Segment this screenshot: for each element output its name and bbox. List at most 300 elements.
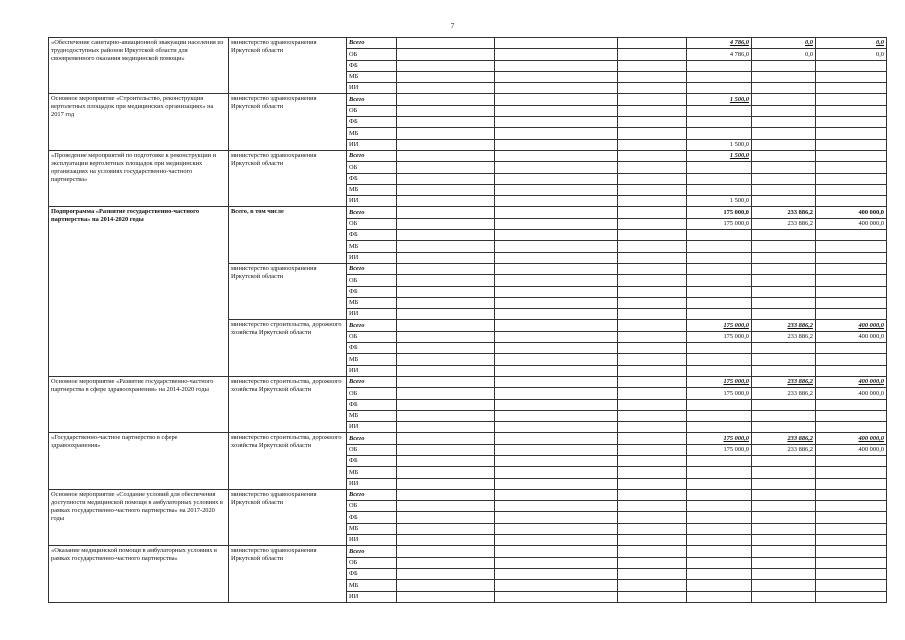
value-cell bbox=[495, 184, 618, 195]
value-cell bbox=[495, 117, 618, 128]
value-cell bbox=[752, 478, 816, 489]
value-cell bbox=[687, 252, 752, 263]
value-cell bbox=[618, 557, 687, 568]
value-cell bbox=[495, 218, 618, 229]
value-cell: 233 886,2 bbox=[752, 320, 816, 331]
value-cell bbox=[752, 263, 816, 274]
value-cell bbox=[397, 128, 495, 139]
funding-source-cell: МБ bbox=[347, 467, 397, 478]
value-cell bbox=[752, 467, 816, 478]
value-cell bbox=[618, 139, 687, 150]
value-cell bbox=[618, 162, 687, 173]
value-cell bbox=[495, 94, 618, 105]
value-cell bbox=[752, 150, 816, 161]
value-cell bbox=[495, 263, 618, 274]
program-name-cell: «Оказание медицинской помощи в амбулаторных условиях в рамках государственно-частного партнерства» bbox=[49, 546, 229, 602]
value-cell: 175 000,0 bbox=[687, 376, 752, 387]
value-cell bbox=[495, 422, 618, 433]
value-cell bbox=[495, 354, 618, 365]
value-cell bbox=[687, 263, 752, 274]
value-cell bbox=[752, 489, 816, 500]
value-cell bbox=[687, 297, 752, 308]
program-name-cell: Основное мероприятие «Создание условий для обеспечения доступности медицинской помощи в амбулаторных условиях в рамках государственно-частного партнерства» на 2017-2020 годы bbox=[49, 489, 229, 545]
value-cell bbox=[397, 286, 495, 297]
value-cell bbox=[618, 38, 687, 49]
funding-source-cell: Всего bbox=[347, 38, 397, 49]
value-cell: 175 000,0 bbox=[687, 444, 752, 455]
funding-source-cell: ИИ bbox=[347, 478, 397, 489]
value-cell bbox=[495, 535, 618, 546]
value-cell bbox=[495, 455, 618, 466]
value-cell bbox=[816, 252, 887, 263]
value-cell bbox=[618, 331, 687, 342]
value-cell bbox=[687, 343, 752, 354]
funding-source-cell: ФБ bbox=[347, 230, 397, 241]
value-cell: 1 500,0 bbox=[687, 196, 752, 207]
value-cell bbox=[397, 320, 495, 331]
budget-table bbox=[48, 37, 887, 603]
funding-source-cell: МБ bbox=[347, 580, 397, 591]
value-cell bbox=[687, 455, 752, 466]
funding-source-cell: Всего bbox=[347, 207, 397, 218]
value-cell bbox=[752, 297, 816, 308]
value-cell bbox=[752, 105, 816, 116]
funding-source-cell: Всего bbox=[347, 150, 397, 161]
value-cell bbox=[495, 410, 618, 421]
value-cell bbox=[816, 455, 887, 466]
value-cell bbox=[687, 512, 752, 523]
value-cell bbox=[397, 455, 495, 466]
value-cell: 400 000,0 bbox=[816, 444, 887, 455]
table-row bbox=[49, 150, 887, 161]
value-cell bbox=[816, 150, 887, 161]
value-cell bbox=[816, 117, 887, 128]
value-cell bbox=[618, 580, 687, 591]
funding-source-cell: ИИ bbox=[347, 252, 397, 263]
funding-source-cell: Всего bbox=[347, 94, 397, 105]
value-cell bbox=[618, 83, 687, 94]
funding-source-cell: МБ bbox=[347, 523, 397, 534]
table-row bbox=[49, 489, 887, 500]
executor-cell: министерство строительства, дорожного хозяйства Иркутской области bbox=[229, 433, 347, 489]
program-name-cell: «Обеспечение санитарно-авиационной эвакуации населения из труднодоступных районов Иркутской области для своевременного оказания медицинской помощи» bbox=[49, 38, 229, 94]
value-cell bbox=[495, 196, 618, 207]
value-cell bbox=[687, 286, 752, 297]
value-cell bbox=[618, 117, 687, 128]
value-cell bbox=[397, 388, 495, 399]
value-cell bbox=[618, 60, 687, 71]
funding-source-cell: ОБ bbox=[347, 331, 397, 342]
value-cell bbox=[752, 184, 816, 195]
funding-source-cell: МБ bbox=[347, 71, 397, 82]
value-cell bbox=[397, 150, 495, 161]
value-cell bbox=[495, 557, 618, 568]
value-cell bbox=[816, 128, 887, 139]
value-cell bbox=[816, 365, 887, 376]
value-cell bbox=[752, 591, 816, 602]
value-cell bbox=[495, 71, 618, 82]
value-cell bbox=[495, 433, 618, 444]
value-cell: 233 886,2 bbox=[752, 331, 816, 342]
funding-source-cell: ФБ bbox=[347, 512, 397, 523]
funding-source-cell: ФБ bbox=[347, 117, 397, 128]
executor-cell: министерство здравоохранения Иркутской области bbox=[229, 489, 347, 545]
value-cell bbox=[687, 557, 752, 568]
value-cell bbox=[397, 162, 495, 173]
value-cell bbox=[816, 230, 887, 241]
value-cell bbox=[687, 71, 752, 82]
executor-cell: министерство строительства, дорожного хозяйства Иркутской области bbox=[229, 376, 347, 432]
value-cell bbox=[618, 71, 687, 82]
value-cell bbox=[816, 275, 887, 286]
value-cell bbox=[495, 365, 618, 376]
value-cell: 233 886,2 bbox=[752, 207, 816, 218]
value-cell bbox=[618, 49, 687, 60]
value-cell bbox=[495, 568, 618, 579]
value-cell bbox=[397, 331, 495, 342]
funding-source-cell: Всего bbox=[347, 433, 397, 444]
value-cell bbox=[397, 252, 495, 263]
program-name-cell: Подпрограмма «Развитие государственно-частного партнерства» на 2014-2020 годы bbox=[49, 207, 229, 376]
value-cell bbox=[687, 410, 752, 421]
value-cell bbox=[495, 444, 618, 455]
value-cell bbox=[495, 128, 618, 139]
value-cell bbox=[618, 376, 687, 387]
value-cell bbox=[495, 297, 618, 308]
value-cell: 0,0 bbox=[752, 49, 816, 60]
value-cell: 0,0 bbox=[752, 38, 816, 49]
value-cell bbox=[816, 568, 887, 579]
value-cell bbox=[816, 467, 887, 478]
value-cell bbox=[752, 139, 816, 150]
table-row bbox=[49, 376, 887, 387]
value-cell bbox=[495, 489, 618, 500]
value-cell bbox=[816, 399, 887, 410]
value-cell bbox=[618, 354, 687, 365]
value-cell bbox=[816, 501, 887, 512]
value-cell: 400 000,0 bbox=[816, 376, 887, 387]
value-cell bbox=[816, 410, 887, 421]
value-cell bbox=[618, 218, 687, 229]
value-cell: 175 000,0 bbox=[687, 433, 752, 444]
value-cell bbox=[687, 162, 752, 173]
value-cell bbox=[495, 343, 618, 354]
value-cell bbox=[752, 535, 816, 546]
value-cell bbox=[687, 568, 752, 579]
funding-source-cell: ФБ bbox=[347, 173, 397, 184]
value-cell bbox=[752, 60, 816, 71]
value-cell bbox=[618, 501, 687, 512]
value-cell bbox=[397, 410, 495, 421]
value-cell bbox=[752, 568, 816, 579]
value-cell bbox=[618, 286, 687, 297]
value-cell bbox=[752, 410, 816, 421]
value-cell bbox=[752, 512, 816, 523]
value-cell bbox=[495, 399, 618, 410]
value-cell bbox=[752, 162, 816, 173]
value-cell bbox=[618, 184, 687, 195]
value-cell bbox=[816, 60, 887, 71]
value-cell bbox=[618, 263, 687, 274]
table-row bbox=[49, 94, 887, 105]
value-cell bbox=[397, 568, 495, 579]
value-cell bbox=[687, 173, 752, 184]
value-cell bbox=[397, 512, 495, 523]
value-cell bbox=[397, 501, 495, 512]
value-cell bbox=[397, 196, 495, 207]
value-cell bbox=[397, 38, 495, 49]
value-cell bbox=[495, 467, 618, 478]
funding-source-cell: Всего bbox=[347, 263, 397, 274]
value-cell bbox=[495, 512, 618, 523]
value-cell bbox=[816, 94, 887, 105]
value-cell bbox=[618, 467, 687, 478]
value-cell bbox=[752, 399, 816, 410]
value-cell bbox=[495, 388, 618, 399]
value-cell bbox=[816, 286, 887, 297]
value-cell bbox=[618, 591, 687, 602]
value-cell bbox=[752, 241, 816, 252]
value-cell: 400 000,0 bbox=[816, 218, 887, 229]
page-number: 7 bbox=[450, 22, 455, 30]
value-cell bbox=[618, 230, 687, 241]
funding-source-cell: МБ bbox=[347, 184, 397, 195]
value-cell bbox=[816, 580, 887, 591]
value-cell bbox=[752, 580, 816, 591]
value-cell bbox=[816, 196, 887, 207]
value-cell: 1 500,0 bbox=[687, 150, 752, 161]
value-cell bbox=[816, 591, 887, 602]
value-cell bbox=[397, 523, 495, 534]
value-cell bbox=[495, 173, 618, 184]
value-cell bbox=[816, 297, 887, 308]
value-cell bbox=[495, 546, 618, 557]
value-cell bbox=[397, 580, 495, 591]
value-cell bbox=[397, 173, 495, 184]
value-cell bbox=[397, 591, 495, 602]
value-cell bbox=[618, 173, 687, 184]
value-cell bbox=[752, 196, 816, 207]
executor-cell: министерство строительства, дорожного хозяйства Иркутской области bbox=[229, 320, 347, 376]
value-cell bbox=[752, 365, 816, 376]
value-cell: 175 000,0 bbox=[687, 320, 752, 331]
value-cell bbox=[752, 455, 816, 466]
value-cell bbox=[618, 535, 687, 546]
funding-source-cell: Всего bbox=[347, 546, 397, 557]
value-cell bbox=[397, 546, 495, 557]
value-cell bbox=[397, 275, 495, 286]
value-cell bbox=[495, 207, 618, 218]
value-cell bbox=[816, 478, 887, 489]
value-cell: 233 886,2 bbox=[752, 218, 816, 229]
table-row bbox=[49, 38, 887, 49]
value-cell bbox=[752, 422, 816, 433]
executor-cell: министерство здравоохранения Иркутской области bbox=[229, 94, 347, 150]
funding-source-cell: ФБ bbox=[347, 343, 397, 354]
funding-source-cell: МБ bbox=[347, 410, 397, 421]
value-cell bbox=[397, 467, 495, 478]
funding-source-cell: МБ bbox=[347, 128, 397, 139]
funding-source-cell: ОБ bbox=[347, 388, 397, 399]
value-cell bbox=[397, 94, 495, 105]
executor-cell: министерство здравоохранения Иркутской области bbox=[229, 38, 347, 94]
value-cell bbox=[752, 117, 816, 128]
value-cell bbox=[752, 275, 816, 286]
value-cell bbox=[687, 523, 752, 534]
value-cell bbox=[816, 241, 887, 252]
value-cell bbox=[618, 433, 687, 444]
value-cell bbox=[618, 196, 687, 207]
table-row bbox=[49, 207, 887, 218]
value-cell: 400 000,0 bbox=[816, 320, 887, 331]
value-cell bbox=[397, 297, 495, 308]
value-cell bbox=[816, 263, 887, 274]
funding-source-cell: ИИ bbox=[347, 535, 397, 546]
value-cell bbox=[687, 83, 752, 94]
value-cell bbox=[397, 83, 495, 94]
value-cell bbox=[687, 275, 752, 286]
value-cell bbox=[618, 94, 687, 105]
executor-cell: министерство здравоохранения Иркутской области bbox=[229, 263, 347, 319]
value-cell bbox=[495, 376, 618, 387]
value-cell bbox=[495, 162, 618, 173]
program-name-cell: Основное мероприятие «Развитие государственно-частного партнерства в сфере здравоохранения» на 2014-2020 годы bbox=[49, 376, 229, 432]
table-body bbox=[49, 38, 887, 603]
value-cell bbox=[495, 286, 618, 297]
value-cell bbox=[397, 376, 495, 387]
value-cell bbox=[816, 71, 887, 82]
value-cell bbox=[752, 94, 816, 105]
value-cell bbox=[752, 83, 816, 94]
value-cell bbox=[618, 410, 687, 421]
funding-source-cell: ОБ bbox=[347, 557, 397, 568]
value-cell bbox=[687, 399, 752, 410]
table-row bbox=[49, 433, 887, 444]
executor-cell: Всего, в том числе bbox=[229, 207, 347, 263]
value-cell bbox=[816, 354, 887, 365]
value-cell bbox=[752, 354, 816, 365]
value-cell bbox=[618, 455, 687, 466]
value-cell bbox=[618, 241, 687, 252]
funding-source-cell: Всего bbox=[347, 489, 397, 500]
value-cell: 175 000,0 bbox=[687, 331, 752, 342]
executor-cell: министерство здравоохранения Иркутской области bbox=[229, 150, 347, 206]
value-cell bbox=[752, 128, 816, 139]
value-cell bbox=[816, 535, 887, 546]
value-cell bbox=[495, 230, 618, 241]
value-cell: 233 886,2 bbox=[752, 433, 816, 444]
value-cell bbox=[618, 128, 687, 139]
value-cell bbox=[752, 252, 816, 263]
funding-source-cell: ОБ bbox=[347, 275, 397, 286]
value-cell bbox=[816, 139, 887, 150]
funding-source-cell: ОБ bbox=[347, 218, 397, 229]
value-cell bbox=[687, 535, 752, 546]
funding-source-cell: ИИ bbox=[347, 139, 397, 150]
value-cell bbox=[752, 309, 816, 320]
value-cell bbox=[618, 309, 687, 320]
value-cell bbox=[816, 512, 887, 523]
value-cell bbox=[618, 489, 687, 500]
value-cell: 175 000,0 bbox=[687, 207, 752, 218]
value-cell bbox=[618, 512, 687, 523]
value-cell bbox=[495, 49, 618, 60]
funding-source-cell: ИИ bbox=[347, 83, 397, 94]
program-name-cell: Основное мероприятие «Строительство, реконструкция вертолетных площадок при медицинских организациях» на 2017 год bbox=[49, 94, 229, 150]
value-cell bbox=[495, 139, 618, 150]
funding-source-cell: ОБ bbox=[347, 49, 397, 60]
value-cell bbox=[752, 523, 816, 534]
value-cell bbox=[752, 501, 816, 512]
value-cell bbox=[618, 365, 687, 376]
value-cell bbox=[618, 320, 687, 331]
value-cell bbox=[618, 105, 687, 116]
value-cell bbox=[752, 286, 816, 297]
value-cell bbox=[397, 354, 495, 365]
value-cell bbox=[495, 523, 618, 534]
funding-source-cell: МБ bbox=[347, 241, 397, 252]
value-cell bbox=[816, 422, 887, 433]
value-cell bbox=[816, 173, 887, 184]
program-name-cell: «Проведение мероприятий по подготовке к реконструкции и эксплуатации вертолетных площадок при медицинских организациях на условиях государственно-частного партнерства» bbox=[49, 150, 229, 206]
funding-source-cell: ОБ bbox=[347, 501, 397, 512]
value-cell bbox=[618, 478, 687, 489]
value-cell: 0,0 bbox=[816, 38, 887, 49]
value-cell bbox=[397, 399, 495, 410]
value-cell bbox=[495, 320, 618, 331]
value-cell bbox=[816, 162, 887, 173]
value-cell: 0,0 bbox=[816, 49, 887, 60]
value-cell bbox=[618, 523, 687, 534]
value-cell bbox=[495, 83, 618, 94]
value-cell bbox=[397, 184, 495, 195]
value-cell bbox=[687, 591, 752, 602]
value-cell bbox=[397, 433, 495, 444]
value-cell bbox=[495, 501, 618, 512]
value-cell bbox=[816, 309, 887, 320]
funding-source-cell: ИИ bbox=[347, 365, 397, 376]
funding-source-cell: ИИ bbox=[347, 309, 397, 320]
value-cell bbox=[816, 343, 887, 354]
value-cell bbox=[687, 580, 752, 591]
value-cell bbox=[687, 422, 752, 433]
value-cell: 4 786,0 bbox=[687, 38, 752, 49]
funding-source-cell: МБ bbox=[347, 354, 397, 365]
value-cell bbox=[618, 297, 687, 308]
value-cell: 400 000,0 bbox=[816, 207, 887, 218]
value-cell bbox=[618, 388, 687, 399]
value-cell bbox=[752, 557, 816, 568]
funding-source-cell: ФБ bbox=[347, 399, 397, 410]
value-cell bbox=[495, 580, 618, 591]
value-cell bbox=[618, 343, 687, 354]
value-cell bbox=[397, 60, 495, 71]
value-cell: 400 000,0 bbox=[816, 388, 887, 399]
value-cell bbox=[687, 365, 752, 376]
value-cell: 1 500,0 bbox=[687, 94, 752, 105]
funding-source-cell: ИИ bbox=[347, 591, 397, 602]
value-cell bbox=[816, 105, 887, 116]
value-cell bbox=[618, 444, 687, 455]
value-cell bbox=[752, 173, 816, 184]
funding-source-cell: ИИ bbox=[347, 196, 397, 207]
funding-source-cell: ФБ bbox=[347, 60, 397, 71]
executor-cell: министерство здравоохранения Иркутской области bbox=[229, 546, 347, 602]
value-cell bbox=[495, 478, 618, 489]
value-cell bbox=[687, 128, 752, 139]
value-cell bbox=[397, 117, 495, 128]
value-cell: 233 886,2 bbox=[752, 376, 816, 387]
